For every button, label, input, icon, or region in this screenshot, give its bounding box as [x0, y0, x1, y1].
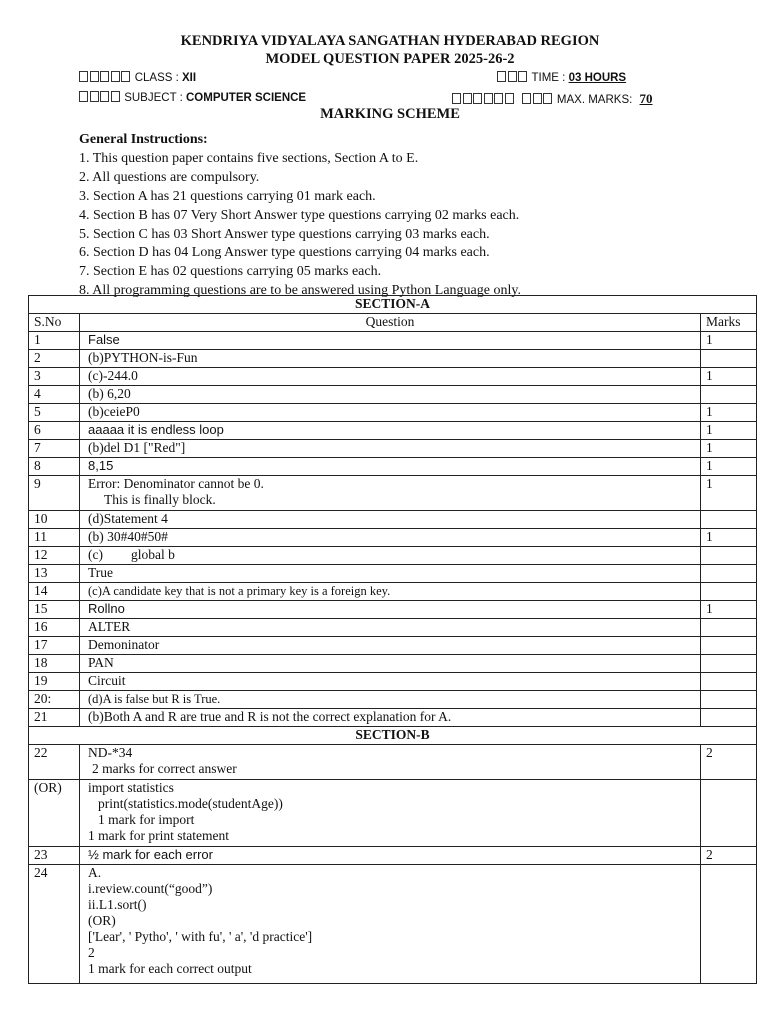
- scheme-title: MARKING SCHEME: [320, 106, 460, 122]
- row-number: 17: [29, 637, 80, 655]
- instruction-item: 1. This question paper contains five sections, Section A to E.: [79, 150, 419, 166]
- row-marks: 1: [701, 529, 757, 547]
- answer-line: Error: Denominator cannot be 0.: [88, 476, 264, 491]
- row-number: 3: [29, 368, 80, 386]
- row-answer: (b)ceieP0: [80, 404, 701, 422]
- row-marks: [701, 655, 757, 673]
- row-answer: (b) 30#40#50#: [80, 529, 701, 547]
- row-marks: [701, 865, 757, 984]
- instruction-item: 7. Section E has 02 questions carrying 05 marks each.: [79, 264, 382, 280]
- general-instructions: [79, 131, 521, 301]
- row-marks: [701, 547, 757, 565]
- row-marks: [701, 673, 757, 691]
- row-answer: ALTER: [80, 619, 701, 637]
- row-number: 7: [29, 440, 80, 458]
- row-number: 12: [29, 547, 80, 565]
- table-row: [29, 619, 757, 637]
- row-number: 18: [29, 655, 80, 673]
- table-row: [29, 601, 757, 619]
- row-answer: PAN: [80, 655, 701, 673]
- row-answer: Rollno: [80, 601, 701, 619]
- section-a-heading: SECTION-A: [29, 296, 757, 314]
- instructions-heading: General Instructions:: [79, 132, 208, 147]
- row-number: 14: [29, 583, 80, 601]
- row-answer: (d)A is false but R is True.: [80, 691, 701, 709]
- table-row: [29, 709, 757, 727]
- hindi-glyphs-icon: [452, 94, 515, 106]
- row-answer: True: [80, 565, 701, 583]
- table-row: [29, 368, 757, 386]
- row-number: 2: [29, 350, 80, 368]
- answer-line: print(statistics.mode(studentAge)): [98, 796, 283, 811]
- row-number: 9: [29, 476, 80, 511]
- row-number: 15: [29, 601, 80, 619]
- table-row: [29, 673, 757, 691]
- table-row: [29, 865, 757, 984]
- marks-value: 70: [639, 91, 653, 106]
- hindi-glyphs-icon: [79, 92, 121, 104]
- row-marks: [701, 565, 757, 583]
- row-marks: [701, 511, 757, 529]
- marks-info: [452, 91, 653, 107]
- row-answer: aaaaa it is endless loop: [80, 422, 701, 440]
- col-sno-header: S.No: [29, 314, 80, 332]
- row-number: 10: [29, 511, 80, 529]
- answer-line: 1 mark for print statement: [88, 828, 229, 843]
- subject-label: SUBJECT :: [124, 92, 183, 104]
- time-label: TIME :: [531, 72, 566, 84]
- row-marks: [701, 709, 757, 727]
- row-marks: [701, 583, 757, 601]
- hindi-glyphs-icon: [497, 72, 529, 84]
- row-marks: [701, 619, 757, 637]
- row-marks: [701, 386, 757, 404]
- row-answer: (d)Statement 4: [80, 511, 701, 529]
- row-number: 23: [29, 847, 80, 865]
- row-marks: 1: [701, 458, 757, 476]
- table-row: [29, 847, 757, 865]
- instruction-item: 3. Section A has 21 questions carrying 01 mark each.: [79, 188, 376, 204]
- section-b-heading: SECTION-B: [29, 727, 757, 745]
- instruction-item: 8. All programming questions are to be answered using Python Language only.: [79, 283, 521, 299]
- table-row: [29, 386, 757, 404]
- table-row: [29, 511, 757, 529]
- row-number: 4: [29, 386, 80, 404]
- col-question-header: Question: [80, 314, 701, 332]
- table-row: [29, 655, 757, 673]
- row-answer: [80, 780, 701, 847]
- row-answer: Circuit: [80, 673, 701, 691]
- row-answer: [80, 547, 701, 565]
- row-number: 16: [29, 619, 80, 637]
- time-value: 03 HOURS: [568, 72, 627, 84]
- row-number: 24: [29, 865, 80, 984]
- row-answer: (b)del D1 ["Red"]: [80, 440, 701, 458]
- row-number: 6: [29, 422, 80, 440]
- instruction-item: 5. Section C has 03 Short Answer type questions carrying 03 marks each.: [79, 226, 490, 242]
- row-answer: (c)-244.0: [80, 368, 701, 386]
- answer-line: 2 marks for correct answer: [92, 761, 237, 776]
- answer-text: global b: [130, 547, 175, 562]
- row-answer: (b)PYTHON-is-Fun: [80, 350, 701, 368]
- table-row: [29, 458, 757, 476]
- table-row: [29, 547, 757, 565]
- row-answer: [80, 476, 701, 511]
- row-number: 13: [29, 565, 80, 583]
- row-answer: (b) 6,20: [80, 386, 701, 404]
- row-answer: False: [80, 332, 701, 350]
- answer-line: ND-*34: [88, 745, 133, 760]
- class-value: XII: [182, 72, 197, 84]
- table-row: [29, 583, 757, 601]
- answer-line: i.review.count(“good”): [88, 881, 213, 896]
- row-number: 11: [29, 529, 80, 547]
- row-number: 8: [29, 458, 80, 476]
- row-marks: 1: [701, 440, 757, 458]
- table-row: [29, 780, 757, 847]
- table-row: [29, 529, 757, 547]
- answer-option: (c): [88, 547, 103, 562]
- instruction-item: 4. Section B has 07 Very Short Answer type questions carrying 02 marks each.: [79, 207, 520, 223]
- table-row: [29, 745, 757, 780]
- col-marks-header: Marks: [701, 314, 757, 332]
- row-answer: [80, 865, 701, 984]
- row-number: 19: [29, 673, 80, 691]
- answer-line: 1 mark for each correct output: [88, 961, 252, 976]
- row-marks: 1: [701, 476, 757, 511]
- row-number: 20:: [29, 691, 80, 709]
- answer-line: (OR): [88, 913, 116, 928]
- hindi-glyphs-icon: [79, 72, 132, 84]
- table-row: [29, 476, 757, 511]
- row-marks: 2: [701, 847, 757, 865]
- answer-line: A.: [88, 865, 102, 880]
- row-answer: 8,15: [80, 458, 701, 476]
- row-marks: 1: [701, 422, 757, 440]
- row-answer: (b)Both A and R are true and R is not the correct explanation for A.: [80, 709, 701, 727]
- row-marks: [701, 691, 757, 709]
- instruction-item: 6. Section D has 04 Long Answer type questions carrying 04 marks each.: [79, 245, 490, 261]
- answer-line: ii.L1.sort(): [88, 897, 147, 912]
- row-number: 1: [29, 332, 80, 350]
- row-marks: 1: [701, 332, 757, 350]
- answer-line: ['Lear', ' Pytho', ' with fu', ' a', 'd practice']: [88, 929, 313, 944]
- row-marks: 1: [701, 404, 757, 422]
- table-row: [29, 565, 757, 583]
- row-number: (OR): [29, 780, 80, 847]
- row-number: 22: [29, 745, 80, 780]
- table-row: [29, 440, 757, 458]
- row-marks: 2: [701, 745, 757, 780]
- time-info: [497, 71, 626, 84]
- row-marks: [701, 780, 757, 847]
- row-marks: 1: [701, 601, 757, 619]
- row-answer: [80, 745, 701, 780]
- table-row: [29, 404, 757, 422]
- org-title: KENDRIYA VIDYALAYA SANGATHAN HYDERABAD REGION: [180, 33, 600, 49]
- table-row: [29, 422, 757, 440]
- row-number: 5: [29, 404, 80, 422]
- answer-line: This is finally block.: [104, 492, 216, 507]
- row-answer: ½ mark for each error: [80, 847, 701, 865]
- class-info: [79, 71, 196, 84]
- row-answer: (c)A candidate key that is not a primary key is a foreign key.: [80, 583, 701, 601]
- row-marks: 1: [701, 368, 757, 386]
- answer-line: 2: [88, 945, 95, 960]
- answer-line: import statistics: [88, 780, 174, 795]
- row-answer: Demoninator: [80, 637, 701, 655]
- table-row: [29, 332, 757, 350]
- subject-value: COMPUTER SCIENCE: [185, 92, 307, 104]
- table-row: [29, 637, 757, 655]
- instruction-item: 2. All questions are compulsory.: [79, 169, 260, 185]
- table-row: [29, 691, 757, 709]
- subject-info: [79, 91, 306, 104]
- marks-label: MAX. MARKS:: [556, 94, 633, 106]
- table-row: [29, 350, 757, 368]
- row-marks: [701, 637, 757, 655]
- marking-scheme-table: [28, 295, 757, 984]
- row-marks: [701, 350, 757, 368]
- answer-line: 1 mark for import: [98, 812, 195, 827]
- paper-title: MODEL QUESTION PAPER 2025-26-2: [265, 51, 515, 67]
- row-number: 21: [29, 709, 80, 727]
- class-label: CLASS :: [134, 72, 179, 84]
